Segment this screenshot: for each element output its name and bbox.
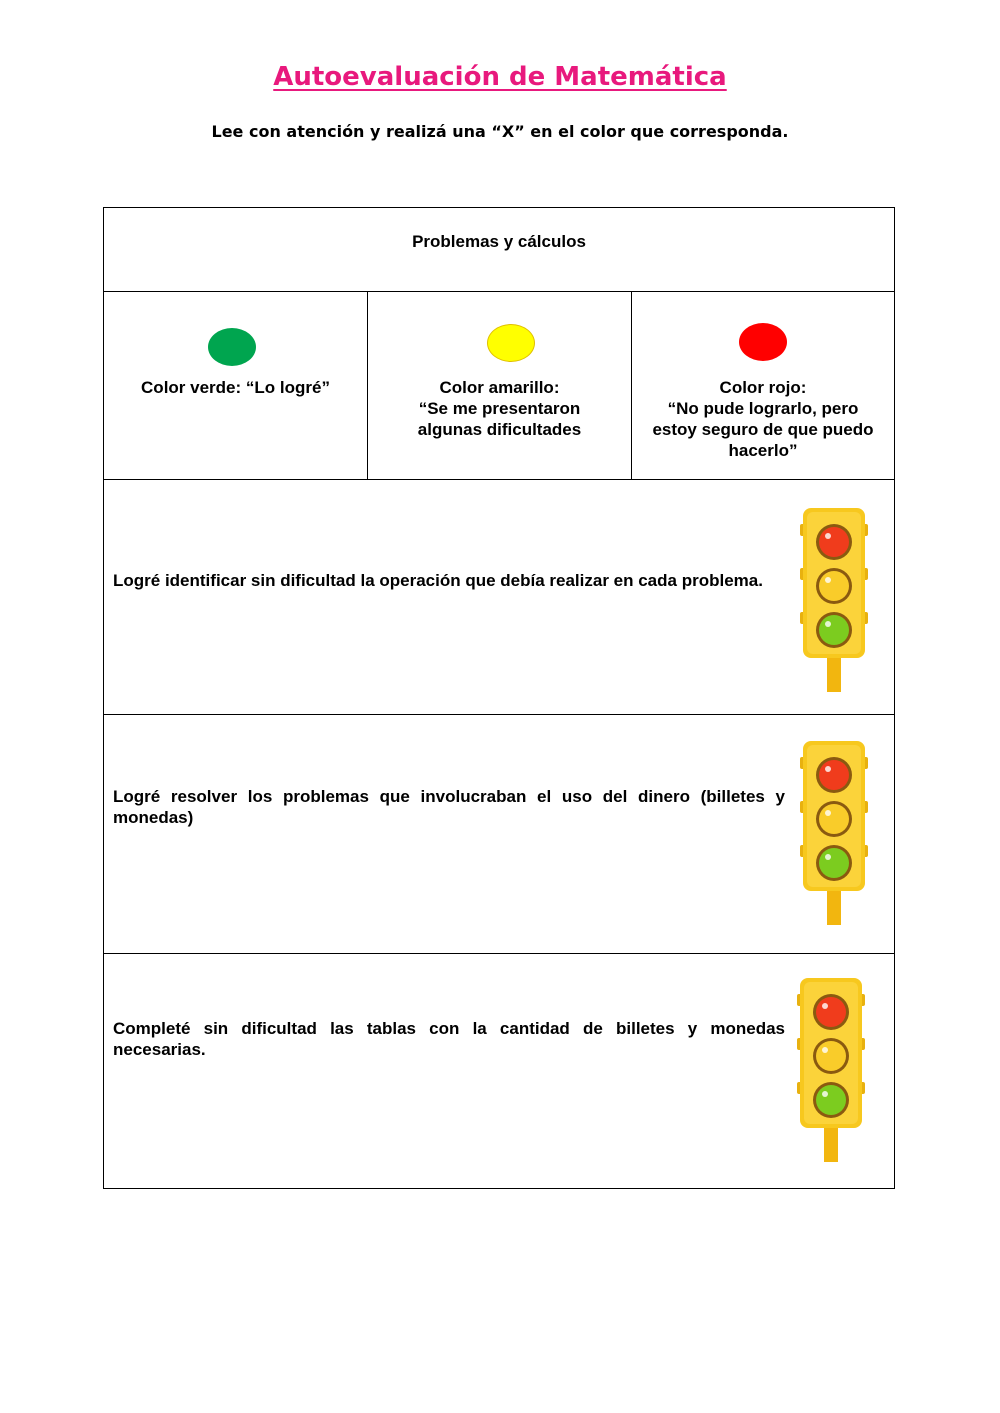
- item-statement: Completé sin dificultad las tablas con la cantidad de billetes y monedas necesarias.: [113, 1019, 785, 1059]
- legend-yellow-line-1: Color amarillo:: [439, 378, 560, 397]
- legend-row: [104, 291, 894, 480]
- legend-red-line-2: “No pude lograrlo, pero: [667, 399, 859, 418]
- traffic-light-icon[interactable]: [798, 739, 870, 925]
- table-header-title: Problemas y cálculos: [412, 232, 586, 251]
- table-row: [104, 480, 894, 715]
- item-statement: Logré identificar sin dificultad la operación que debía realizar en cada problema.: [113, 571, 763, 590]
- legend-red-line-3: estoy seguro de que puedo: [652, 420, 874, 439]
- item-statement: Logré resolver los problemas que involucraban el uso del dinero (billetes y monedas): [113, 787, 785, 827]
- legend-green-line: Color verde: “Lo logré”: [141, 378, 330, 397]
- table-row: [104, 715, 894, 954]
- page-title: Autoevaluación de Matemática: [273, 62, 727, 92]
- yellow-dot-icon: [487, 324, 535, 362]
- legend-yellow: [368, 291, 632, 479]
- self-assessment-table: [103, 207, 895, 1189]
- legend-yellow-line-3: algunas dificultades: [417, 420, 582, 439]
- green-dot-icon: [208, 328, 256, 366]
- legend-yellow-line-2: “Se me presentaron: [418, 399, 581, 418]
- legend-red-line-1: Color rojo:: [719, 378, 807, 397]
- legend-red-line-4: hacerlo”: [728, 441, 798, 460]
- table-header: [104, 208, 894, 292]
- legend-red: [632, 291, 894, 479]
- traffic-light-icon[interactable]: [798, 506, 870, 692]
- legend-green: [104, 291, 368, 479]
- traffic-light-icon[interactable]: [795, 976, 867, 1162]
- instructions: Lee con atención y realizá una “X” en el color que corresponda.: [211, 122, 789, 141]
- table-row: [104, 954, 894, 1188]
- red-dot-icon: [739, 323, 787, 361]
